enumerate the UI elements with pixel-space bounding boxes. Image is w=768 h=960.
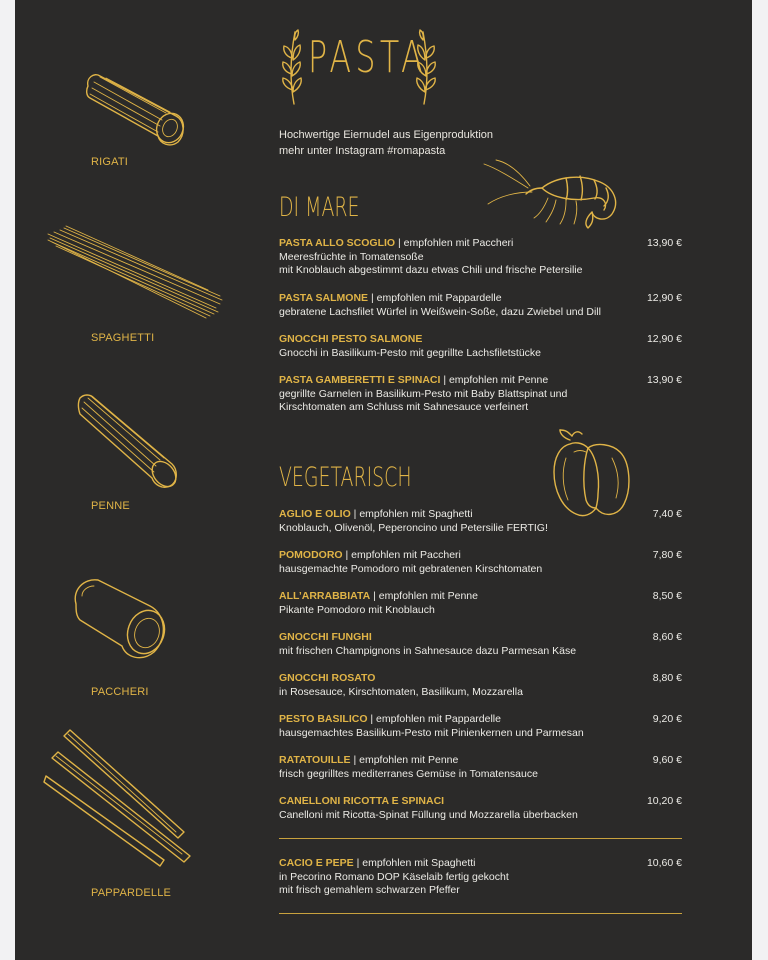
item-name: CACIO E PEPE — [279, 857, 354, 869]
menu-title: PASTA — [308, 32, 428, 83]
item-recommendation: | empfohlen mit Spaghetti — [353, 857, 476, 869]
menu-item — [279, 549, 682, 576]
item-description: Gnocchi in Basilikum-Pesto mit gegrillte Lachsfiletstücke — [279, 346, 542, 359]
rigatoni-icon — [80, 68, 190, 150]
spaghetti-icon — [46, 224, 224, 320]
bell-pepper-icon — [552, 428, 632, 520]
laurel-branch-icon — [414, 28, 438, 106]
item-price: 7,40 € — [652, 508, 682, 520]
item-price: 12,90 € — [646, 292, 682, 304]
item-price: 8,60 € — [652, 631, 682, 643]
menu-item — [279, 237, 682, 278]
item-recommendation: | empfohlen mit Pappardelle — [368, 292, 502, 304]
menu-item-special — [279, 857, 682, 898]
item-description: gebratene Lachsfilet Würfel in Weißwein-Soße, dazu Zwiebel und Dill — [279, 305, 601, 318]
penne-icon — [76, 392, 182, 492]
menu-item — [279, 631, 682, 658]
menu-item — [279, 672, 682, 699]
menu-intro — [279, 127, 493, 159]
laurel-branch-icon — [280, 28, 304, 106]
item-name: PASTA ALLO SCOGLIO — [279, 237, 396, 249]
menu-item — [279, 795, 682, 822]
item-name: ALL’ARRABBIATA — [279, 590, 371, 602]
section-title-vegetarisch: VEGETARISCH — [279, 462, 412, 493]
item-price: 12,90 € — [646, 333, 682, 345]
item-price: 13,90 € — [646, 374, 682, 386]
shrimp-icon — [482, 158, 624, 230]
paccheri-icon — [70, 576, 170, 662]
item-description: Kirschtomaten am Schluss mit Sahnesauce verfeinert — [279, 401, 529, 413]
item-name: RATATOUILLE — [279, 754, 351, 766]
item-price: 10,60 € — [646, 857, 682, 869]
item-description: hausgemachtes Basilikum-Pesto mit Pinienkernen und Parmesan — [279, 726, 584, 739]
item-description: Canelloni mit Ricotta-Spinat Füllung und Mozzarella überbacken — [279, 808, 578, 821]
menu-item — [279, 590, 682, 617]
item-name: POMODORO — [279, 549, 343, 561]
pasta-label-paccheri: PACCHERI — [91, 686, 149, 698]
item-recommendation: | empfohlen mit Paccheri — [395, 237, 514, 249]
divider — [279, 838, 682, 839]
item-price: 13,90 € — [646, 237, 682, 249]
item-description: Meeresfrüchte in Tomatensoße — [279, 250, 424, 263]
item-name: PASTA GAMBERETTI E SPINACI — [279, 374, 441, 386]
item-recommendation: | empfohlen mit Penne — [370, 590, 478, 602]
menu-item — [279, 292, 682, 319]
item-name: PASTA SALMONE — [279, 292, 369, 304]
item-description: hausgemachte Pomodoro mit gebratenen Kirschtomaten — [279, 562, 543, 575]
item-price: 8,80 € — [652, 672, 682, 684]
item-price: 7,80 € — [652, 549, 682, 561]
item-description: frisch gegrilltes mediterranes Gemüse in Tomatensauce — [279, 767, 538, 780]
item-description: mit frisch gemahlem schwarzen Pfeffer — [279, 884, 460, 896]
item-description: Knoblauch, Olivenöl, Peperoncino und Petersilie FERTIG! — [279, 521, 548, 534]
item-description: gegrillte Garnelen in Basilikum-Pesto mit Baby Blattspinat und — [279, 387, 568, 400]
menu-item — [279, 754, 682, 781]
pasta-label-spaghetti: SPAGHETTI — [91, 332, 155, 344]
menu-item — [279, 333, 682, 360]
item-recommendation: | empfohlen mit Paccheri — [342, 549, 461, 561]
menu-item — [279, 374, 682, 415]
item-description: in Rosesauce, Kirschtomaten, Basilikum, Mozzarella — [279, 685, 523, 698]
pasta-label-rigati: RIGATI — [91, 156, 129, 168]
divider — [279, 913, 682, 914]
item-name: PESTO BASILICO — [279, 713, 368, 725]
item-price: 9,60 € — [652, 754, 682, 766]
item-name: GNOCCHI ROSATO — [279, 672, 376, 684]
section-title-di-mare: DI MARE — [279, 192, 360, 223]
item-price: 10,20 € — [646, 795, 682, 807]
item-price: 8,50 € — [652, 590, 682, 602]
item-name: CANELLONI RICOTTA E SPINACI — [279, 795, 445, 807]
item-name: GNOCCHI FUNGHI — [279, 631, 372, 643]
item-recommendation: | empfohlen mit Pappardelle — [367, 713, 501, 725]
pasta-label-pappardelle: PAPPARDELLE — [91, 887, 172, 899]
item-name: AGLIO E OLIO — [279, 508, 351, 520]
item-recommendation: | empfohlen mit Penne — [350, 754, 459, 766]
intro-line: mehr unter Instagram #romapasta — [279, 145, 446, 157]
item-description: mit frischen Champignons in Sahnesauce dazu Parmesan Käse — [279, 644, 577, 657]
item-description: in Pecorino Romano DOP Käselaib fertig gekocht — [279, 870, 509, 883]
menu-item — [279, 713, 682, 740]
item-recommendation: | empfohlen mit Penne — [440, 374, 549, 386]
item-price: 9,20 € — [652, 713, 682, 725]
pasta-label-penne: PENNE — [91, 500, 130, 512]
intro-line: Hochwertige Eiernudel aus Eigenproduktion — [279, 129, 494, 141]
item-description: mit Knoblauch abgestimmt dazu etwas Chili und frische Petersilie — [279, 264, 583, 276]
menu-item — [279, 508, 682, 535]
item-recommendation: | empfohlen mit Spaghetti — [350, 508, 473, 520]
item-description: Pikante Pomodoro mit Knoblauch — [279, 603, 435, 616]
item-name: GNOCCHI PESTO SALMONE — [279, 333, 423, 345]
pappardelle-icon — [44, 726, 194, 868]
